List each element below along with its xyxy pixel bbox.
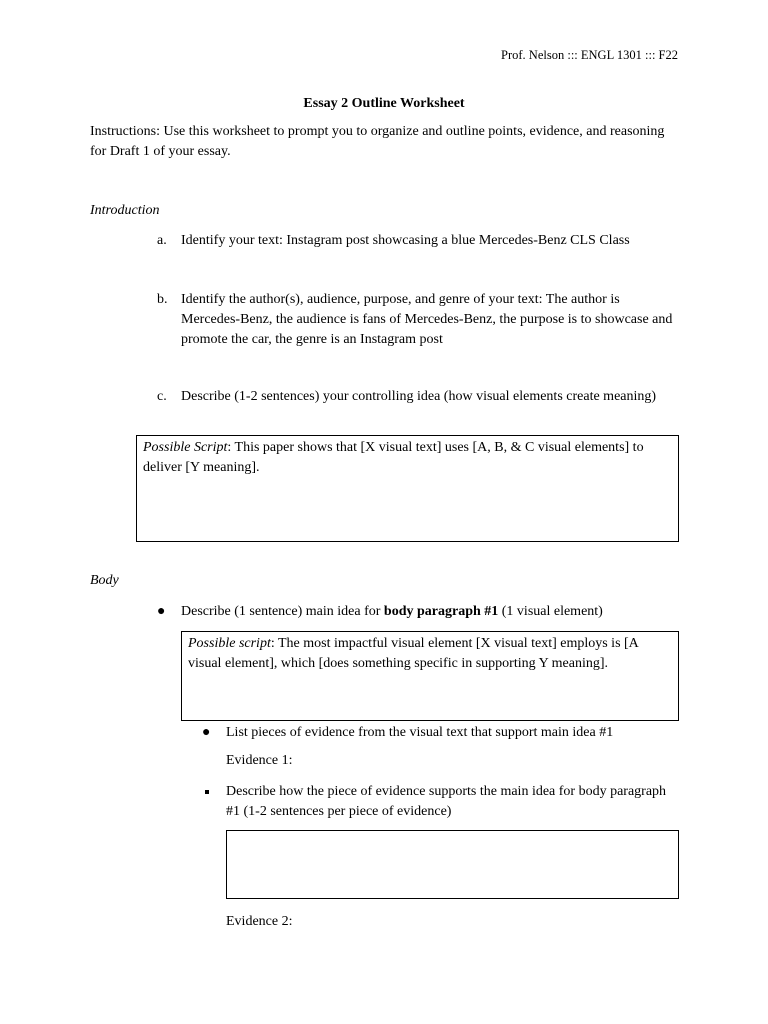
intro-item-a <box>157 231 677 251</box>
script-box-label: Possible Script <box>143 440 228 455</box>
main-idea-bold: body paragraph #1 <box>383 604 499 619</box>
square-bullet-icon <box>205 790 209 794</box>
evidence-list-item <box>202 723 672 743</box>
course-header: Prof. Nelson ::: ENGL 1301 ::: F22 <box>501 48 678 62</box>
bullet-dot-icon: ● <box>157 604 166 619</box>
introduction-heading: Introduction <box>90 203 160 218</box>
evidence-2-label: Evidence 2: <box>226 914 293 929</box>
script-box-text: : This paper shows that [X visual text] uses [A, B, & C visual elements] to deliver [Y meaning]. <box>143 440 644 475</box>
main-idea-text <box>181 602 657 622</box>
bullet-dot-icon: ● <box>202 725 211 740</box>
describe-evidence-item <box>202 782 672 822</box>
item-marker: a. <box>157 233 167 248</box>
body-main-idea-item <box>157 602 657 622</box>
evidence-support-box[interactable] <box>226 830 679 899</box>
body-heading: Body <box>90 573 119 588</box>
describe-evidence-prompt: Describe how the piece of evidence supports the main idea for body paragraph #1 (1-2 sentences per piece of evidence) <box>226 784 667 819</box>
main-idea-post: (1 visual element) <box>498 604 603 619</box>
script-box-text: : The most impactful visual element [X visual text] employs is [A visual element], which [does something specific in supporting Y meaning]. <box>188 636 639 671</box>
intro-item-b <box>157 290 677 350</box>
item-text: Describe (1-2 sentences) your controlling idea (how visual elements create meaning) <box>181 389 657 404</box>
item-marker: c. <box>157 389 167 404</box>
evidence-list-prompt: List pieces of evidence from the visual text that support main idea #1 <box>226 725 614 740</box>
instructions-paragraph: Instructions: Use this worksheet to prompt you to organize and outline points, evidence, and reasoning for Draft 1 of your essay. <box>90 124 665 159</box>
item-marker: b. <box>157 292 168 307</box>
intro-item-c <box>157 387 677 407</box>
main-idea-pre: Describe (1 sentence) main idea for <box>181 604 384 619</box>
controlling-idea-box[interactable] <box>136 435 679 542</box>
worksheet-title: Essay 2 Outline Worksheet <box>303 96 465 111</box>
script-box-label: Possible script <box>188 636 271 651</box>
evidence-1-label: Evidence 1: <box>226 753 293 768</box>
item-text: Identify your text: Instagram post showcasing a blue Mercedes-Benz CLS Class <box>181 233 630 248</box>
item-text: Identify the author(s), audience, purpose, and genre of your text: The author is Mercedes-Benz, the audience is fans of Mercedes-Benz, the purpose is to showcase and promote the car, the genre is an Instagram post <box>181 292 673 347</box>
main-idea-box[interactable] <box>181 631 679 721</box>
